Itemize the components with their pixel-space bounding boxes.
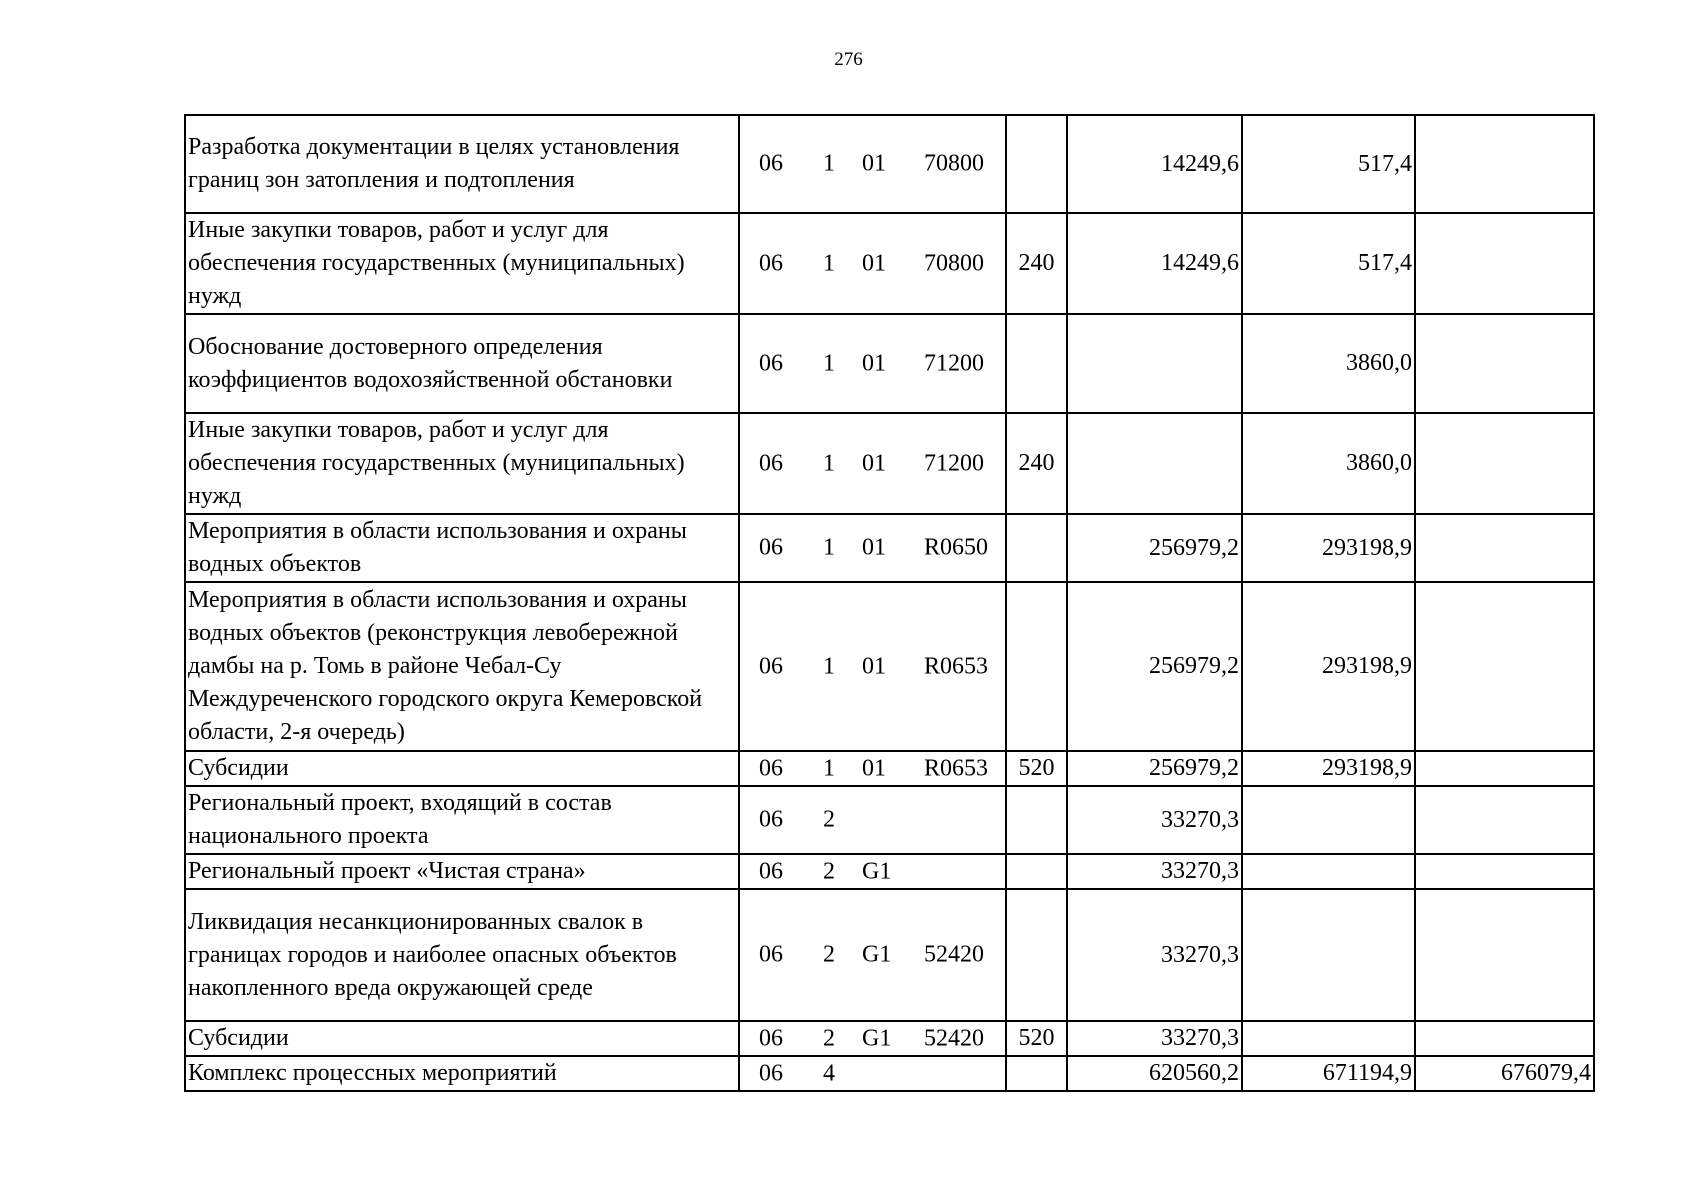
amount-year-2: 3860,0 [1242,314,1415,413]
program-code: 06 [759,250,783,276]
program-code: 06 [759,350,783,376]
program-code: 06 [759,858,783,884]
table-row [185,751,1594,786]
amount-year-1: 33270,3 [1067,889,1242,1021]
amount-year-3 [1415,751,1594,786]
row-name: Комплекс процессных мероприятий [185,1056,739,1091]
expense-type-code: 520 [1006,1021,1067,1056]
amount-year-3 [1415,786,1594,854]
amount-year-3 [1415,213,1594,314]
amount-year-3 [1415,889,1594,1021]
subprogram-code: 1 [823,450,835,476]
amount-year-1: 256979,2 [1067,751,1242,786]
expense-type-code [1006,514,1067,582]
direction-code: 52420 [924,941,984,968]
subprogram-code: 1 [823,250,835,276]
row-name: Мероприятия в области использования и охраны водных объектов [185,514,739,582]
code-cell [739,786,1006,854]
direction-code: R0653 [924,653,989,679]
row-name: Региональный проект «Чистая страна» [185,854,739,889]
direction-code: 70800 [924,250,984,276]
main-event-code: 01 [862,250,886,276]
program-code: 06 [759,450,783,476]
code-cell [739,413,1006,514]
subprogram-code: 1 [823,755,835,781]
expense-type-code [1006,786,1067,854]
amount-year-2: 293198,9 [1242,582,1415,751]
table-row [185,1021,1594,1056]
subprogram-code: 1 [823,653,835,679]
table-row [185,413,1594,514]
row-name: Разработка документации в целях установления границ зон затопления и подтопления [185,115,739,213]
amount-year-3 [1415,582,1594,751]
subprogram-code: 2 [823,858,835,884]
row-name: Мероприятия в области использования и охраны водных объектов (реконструкция левобережной дамбы на р. Томь в районе Чебал-Су Междуреченского городского округа Кемеровской области, 2-я очередь) [185,582,739,751]
amount-year-1: 14249,6 [1067,213,1242,314]
amount-year-1: 33270,3 [1067,1021,1242,1056]
amount-year-1: 14249,6 [1067,115,1242,213]
amount-year-3 [1415,413,1594,514]
expense-type-code: 240 [1006,413,1067,514]
amount-year-1 [1067,314,1242,413]
code-cell [739,314,1006,413]
table-row [185,514,1594,582]
direction-code: 52420 [924,1025,984,1051]
amount-year-2 [1242,1021,1415,1056]
amount-year-1 [1067,413,1242,514]
amount-year-1: 33270,3 [1067,854,1242,889]
row-name: Ликвидация несанкционированных свалок в границах городов и наиболее опасных объектов накопленного вреда окружающей среде [185,889,739,1021]
table-row [185,854,1594,889]
direction-code: 71200 [924,450,984,476]
row-name: Обоснование достоверного определения коэффициентов водохозяйственной обстановки [185,314,739,413]
amount-year-3 [1415,115,1594,213]
amount-year-2 [1242,889,1415,1021]
table-row [185,1056,1594,1091]
main-event-code: 01 [862,755,886,781]
main-event-code: 01 [862,534,886,561]
amount-year-1: 620560,2 [1067,1056,1242,1091]
amount-year-3 [1415,1021,1594,1056]
amount-year-3 [1415,854,1594,889]
amount-year-3: 676079,4 [1415,1056,1594,1091]
direction-code: R0653 [924,755,989,781]
code-cell [739,1056,1006,1091]
program-code: 06 [759,653,783,679]
amount-year-2: 293198,9 [1242,751,1415,786]
amount-year-1: 256979,2 [1067,582,1242,751]
amount-year-2: 517,4 [1242,115,1415,213]
program-code: 06 [759,806,783,833]
amount-year-2: 3860,0 [1242,413,1415,514]
program-code: 06 [759,1025,783,1051]
row-name: Региональный проект, входящий в состав национального проекта [185,786,739,854]
amount-year-3 [1415,314,1594,413]
expense-type-code [1006,889,1067,1021]
main-event-code: 01 [862,653,886,679]
table-row [185,582,1594,751]
direction-code: 70800 [924,150,984,177]
expense-type-code [1006,115,1067,213]
main-event-code: 01 [862,350,886,376]
row-name: Субсидии [185,1021,739,1056]
table-row [185,213,1594,314]
code-cell [739,1021,1006,1056]
subprogram-code: 4 [823,1060,835,1086]
amount-year-2: 671194,9 [1242,1056,1415,1091]
subprogram-code: 1 [823,534,835,561]
main-event-code: G1 [862,858,892,884]
amount-year-1: 256979,2 [1067,514,1242,582]
program-code: 06 [759,534,783,561]
program-code: 06 [759,150,783,177]
expense-type-code: 240 [1006,213,1067,314]
subprogram-code: 2 [823,1025,835,1051]
expense-type-code: 520 [1006,751,1067,786]
subprogram-code: 2 [823,941,835,968]
program-code: 06 [759,1060,783,1086]
subprogram-code: 1 [823,150,835,177]
row-name: Иные закупки товаров, работ и услуг для обеспечения государственных (муниципальных) нужд [185,413,739,514]
main-event-code: G1 [862,1025,892,1051]
subprogram-code: 2 [823,806,835,833]
program-code: 06 [759,755,783,781]
code-cell [739,582,1006,751]
code-cell [739,115,1006,213]
program-code: 06 [759,941,783,968]
amount-year-1: 33270,3 [1067,786,1242,854]
expense-type-code [1006,854,1067,889]
expense-type-code [1006,1056,1067,1091]
subprogram-code: 1 [823,350,835,376]
amount-year-2 [1242,854,1415,889]
code-cell [739,854,1006,889]
main-event-code: G1 [862,941,892,968]
table-row [185,889,1594,1021]
main-event-code: 01 [862,150,886,177]
amount-year-3 [1415,514,1594,582]
budget-table [184,114,1595,1092]
code-cell [739,751,1006,786]
amount-year-2 [1242,786,1415,854]
page-number: 276 [834,49,863,70]
main-event-code: 01 [862,450,886,476]
table-row [185,786,1594,854]
amount-year-2: 293198,9 [1242,514,1415,582]
code-cell [739,889,1006,1021]
row-name: Субсидии [185,751,739,786]
code-cell [739,213,1006,314]
expense-type-code [1006,582,1067,751]
direction-code: 71200 [924,350,984,376]
table-row [185,314,1594,413]
row-name: Иные закупки товаров, работ и услуг для обеспечения государственных (муниципальных) нужд [185,213,739,314]
table-row [185,115,1594,213]
amount-year-2: 517,4 [1242,213,1415,314]
expense-type-code [1006,314,1067,413]
code-cell [739,514,1006,582]
direction-code: R0650 [924,534,989,561]
